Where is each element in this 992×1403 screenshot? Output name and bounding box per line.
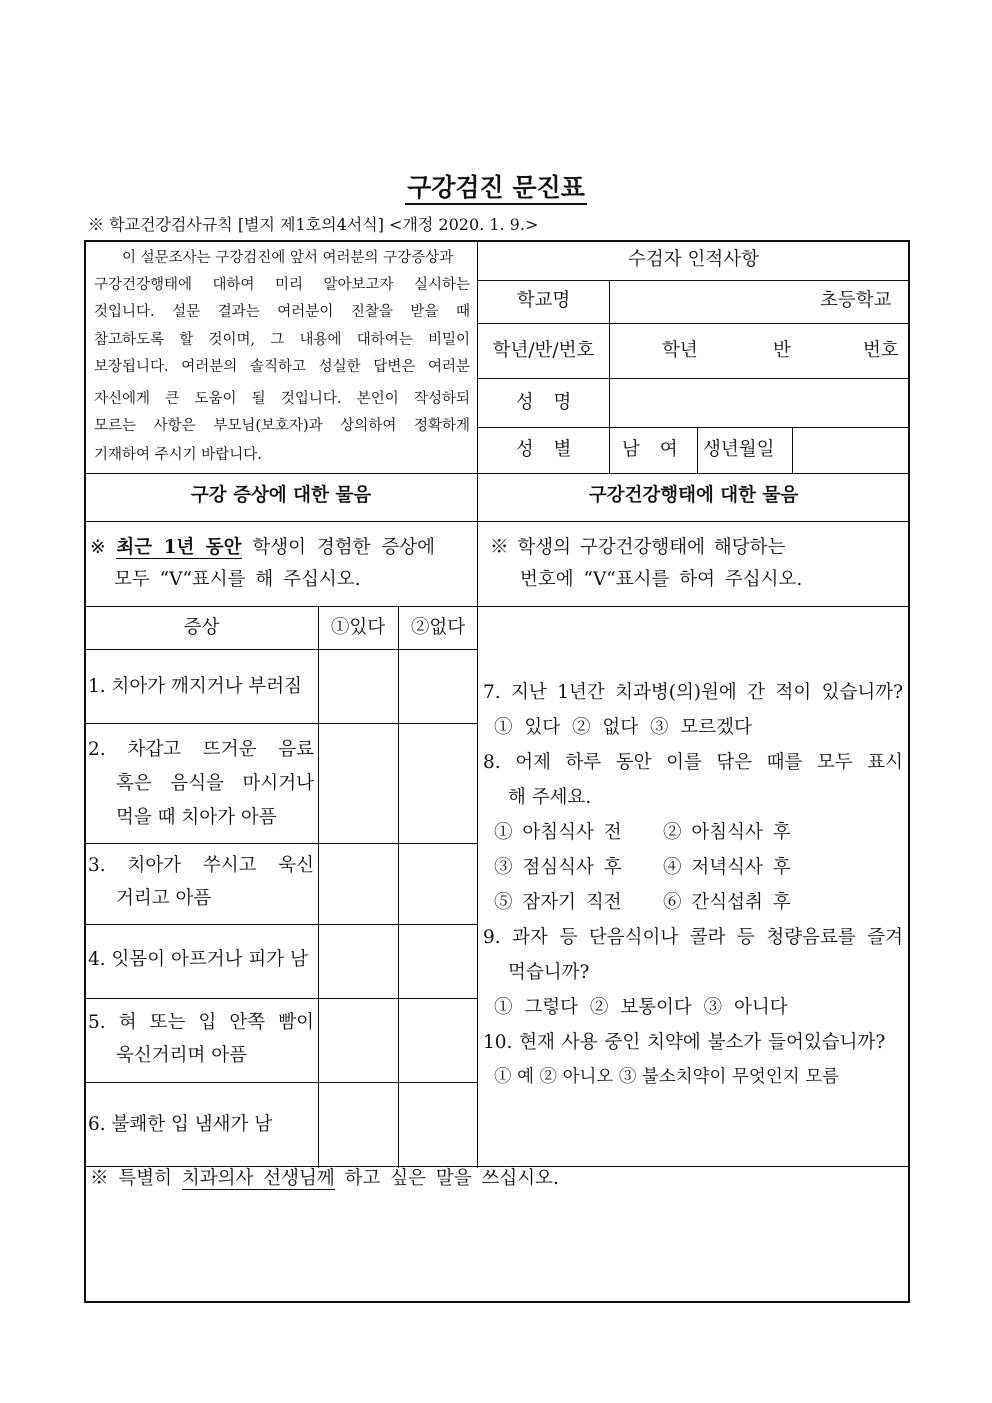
answer-no-1[interactable]	[399, 650, 477, 722]
question-8-line2: 해 주세요.	[508, 787, 592, 808]
answer-no-5[interactable]	[399, 999, 477, 1081]
intro-line: 자신에게 큰 도움이 될 것입니다. 본인이 작성하되	[94, 391, 470, 407]
intro-line: 이 설문조사는 구강검진에 앞서 여러분의 구강증상과	[122, 250, 454, 266]
answer-no-3[interactable]	[399, 844, 477, 923]
intro-line: 보장됩니다. 여러분의 솔직하고 성실한 답변은 여러분	[94, 359, 470, 375]
question-8: 8. 어제 하루 동안 이를 닦은 때를 모두 표시	[483, 752, 903, 773]
intro-line: 참고하도록 할 것이며, 그 내용에 대하여는 비밀이	[94, 332, 470, 348]
question-8-option[interactable]: ① 아침식사 전	[494, 822, 622, 843]
behavior-header: 구강건강행태에 대한 물음	[588, 485, 799, 506]
answer-no-4[interactable]	[399, 925, 477, 997]
question-10-options[interactable]: ① 예 ② 아니오 ③ 불소치약이 무엇인지 모름	[494, 1067, 840, 1087]
behavior-instruction: ※ 학생의 구강건강행태에 해당하는	[490, 537, 786, 558]
name-label: 성 명	[515, 392, 572, 413]
intro-line: 기재하여 주시기 바랍니다.	[94, 447, 262, 463]
behavior-instruction-line2: 번호에 “V“표시를 하여 주십시오.	[520, 569, 803, 590]
answer-yes-3[interactable]	[319, 844, 397, 923]
question-7: 7. 지난 1년간 치과병(의)원에 간 적이 있습니까?	[483, 682, 903, 703]
question-8-option[interactable]: ③ 점심식사 후	[494, 857, 622, 878]
col-yes: ①있다	[330, 617, 386, 638]
symptom-item-2-line2: 혹은 음식을 마시거나	[116, 773, 314, 794]
symptom-item-5: 5. 혀 또는 입 안쪽 빰이	[88, 1012, 314, 1033]
symptom-item-3-line2: 거리고 아픔	[116, 888, 212, 909]
school-label: 학교명	[516, 290, 571, 311]
question-7-options[interactable]: ① 있다 ② 없다 ③ 모르겠다	[494, 717, 752, 738]
symptom-item-6: 6. 불쾌한 입 냄새가 남	[88, 1114, 273, 1135]
question-8-option[interactable]: ② 아침식사 후	[663, 822, 791, 843]
question-8-option[interactable]: ⑥ 간식섭취 후	[663, 892, 791, 913]
question-9-options[interactable]: ① 그렇다 ② 보통이다 ③ 아니다	[494, 997, 788, 1018]
col-symptom: 증상	[183, 617, 220, 638]
answer-yes-6[interactable]	[319, 1083, 397, 1165]
answer-no-6[interactable]	[399, 1083, 477, 1165]
symptoms-instruction-line2: 모두 “V“표시를 해 주십시오.	[114, 569, 361, 590]
form-subtitle: ※ 학교건강검사규칙 [별지 제1호의4서식] <개정 2020. 1. 9.>	[88, 215, 539, 234]
birth-label: 생년월일	[703, 439, 775, 460]
symptom-item-4: 4. 잇몸이 아프거나 피가 남	[88, 949, 308, 970]
question-8-option[interactable]: ⑤ 잠자기 직전	[494, 892, 622, 913]
question-8-option[interactable]: ④ 저녁식사 후	[663, 857, 791, 878]
sex-label: 성 별	[515, 439, 572, 460]
symptom-item-2-line3: 먹을 때 치아가 아픔	[116, 807, 277, 828]
symptoms-instruction: ※ 최근 1년 동안 학생이 경험한 증상에	[90, 537, 436, 558]
question-9: 9. 과자 등 단음식이나 콜라 등 청량음료를 즐겨	[483, 927, 903, 948]
answer-yes-1[interactable]	[319, 650, 397, 722]
grade-unit: 학년	[662, 340, 698, 361]
intro-line: 것입니다. 설문 결과는 여러분이 진찰을 받을 때	[94, 304, 470, 320]
symptoms-header: 구강 증상에 대한 물음	[190, 485, 372, 506]
grade-label: 학년/반/번호	[492, 340, 595, 361]
school-suffix: 초등학교	[820, 290, 892, 311]
examinee-header: 수검자 인적사항	[628, 249, 759, 270]
number-unit: 번호	[863, 340, 899, 361]
symptom-item-5-line2: 욱신거리며 아픔	[116, 1045, 247, 1066]
question-10: 10. 현재 사용 중인 치약에 불소가 들어있습니까?	[483, 1032, 886, 1053]
comment-prompt: ※ 특별히 치과의사 선생님께 하고 싶은 말을 쓰십시오.	[90, 1168, 559, 1189]
class-unit: 반	[773, 340, 791, 361]
form-title: 구강검진 문진표	[0, 168, 992, 204]
symptom-item-3: 3. 치아가 쑤시고 욱신	[88, 855, 314, 876]
answer-yes-2[interactable]	[319, 724, 397, 842]
comment-area[interactable]	[86, 1198, 908, 1300]
answer-yes-5[interactable]	[319, 999, 397, 1081]
answer-no-2[interactable]	[399, 724, 477, 842]
intro-line: 구강건강행태에 대하여 미리 알아보고자 실시하는	[94, 277, 470, 293]
sex-options: 남 여	[622, 439, 678, 460]
intro-line: 모르는 사항은 부모님(보호자)과 상의하여 정확하게	[94, 418, 470, 434]
center-divider	[477, 241, 478, 1168]
question-9-line2: 먹습니까?	[508, 962, 590, 983]
symptom-item-1: 1. 치아가 깨지거나 부러짐	[88, 676, 303, 697]
symptom-item-2: 2. 차갑고 뜨거운 음료	[88, 739, 314, 760]
answer-yes-4[interactable]	[319, 925, 397, 997]
col-no: ②없다	[410, 617, 466, 638]
